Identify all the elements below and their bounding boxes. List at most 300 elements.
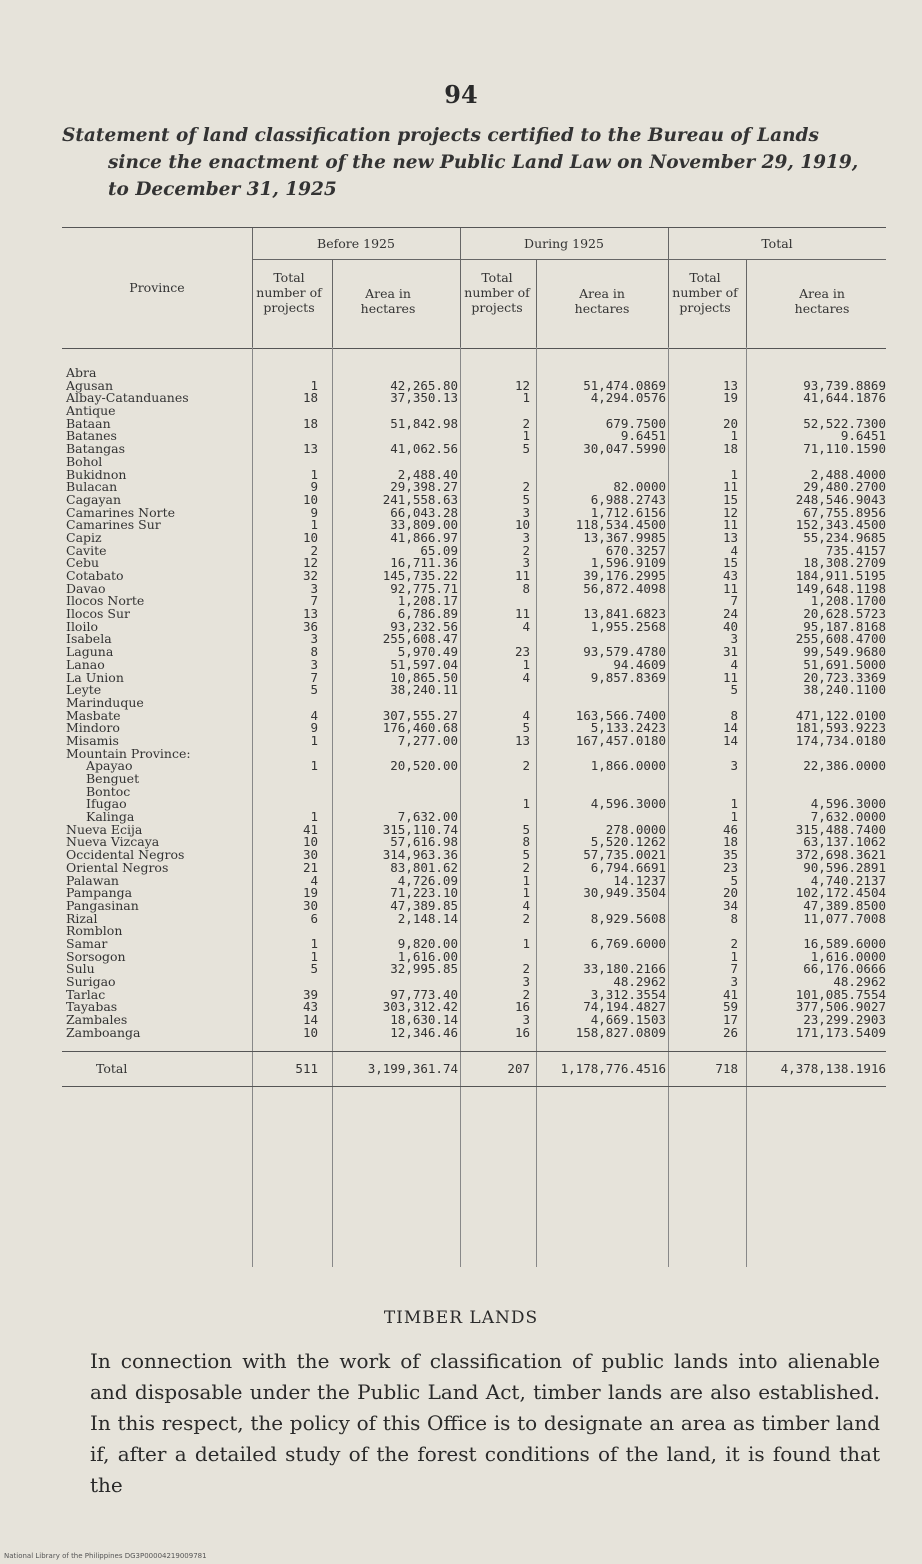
table-row — [62, 783, 886, 799]
table-cell: 21 — [302, 859, 318, 875]
table-cell: 11 — [722, 517, 738, 533]
table-cell: 41 — [302, 821, 318, 837]
table-cell: 1 — [730, 948, 738, 964]
table-cell: 47,389.8500 — [803, 897, 886, 913]
table-cell: 66,176.0666 — [803, 961, 886, 977]
table-cell: 14 — [722, 732, 738, 748]
table-cell: 7 — [730, 593, 738, 609]
province-name: Nueva Vizcaya — [66, 834, 160, 850]
table-cell: 9 — [310, 504, 318, 520]
table-cell: 8 — [522, 580, 530, 596]
province-name: Batanes — [66, 428, 117, 444]
table-cell: 5 — [522, 441, 530, 457]
table-row — [62, 694, 886, 710]
province-name: Rizal — [66, 910, 98, 926]
province-name: Abra — [66, 365, 97, 380]
table-cell: 97,773.40 — [390, 986, 458, 1002]
table-cell: 10 — [302, 529, 318, 545]
table-cell: 3 — [522, 1012, 530, 1028]
table-row — [62, 542, 886, 558]
table-cell: 42,265.80 — [390, 377, 458, 393]
table-cell: 13 — [514, 732, 530, 748]
table-cell: 51,691.5000 — [803, 656, 886, 672]
table-cell: 6,794.6691 — [590, 859, 666, 875]
table-cell: 19 — [302, 885, 318, 901]
table-cell: 5 — [310, 961, 318, 977]
table-cell: 37,350.13 — [390, 390, 458, 406]
table-cell: 11,077.7008 — [803, 910, 886, 926]
table-row — [62, 570, 886, 583]
table-row — [62, 948, 886, 964]
table-cell: 46 — [722, 821, 738, 837]
table-cell: 4 — [522, 618, 530, 634]
table-cell: 12,346.46 — [390, 1024, 458, 1040]
table-cell: 2,488.40 — [397, 466, 458, 482]
table-cell: 22,386.0000 — [803, 758, 886, 774]
table-cell: 23 — [722, 859, 738, 875]
province-name: Iloilo — [66, 618, 98, 634]
table-cell: 2 — [522, 542, 530, 558]
table-cell: 3,312.3554 — [590, 986, 666, 1002]
table-row — [62, 646, 886, 659]
table-cell: 43 — [302, 999, 318, 1015]
table-cell: 5,970.49 — [397, 644, 458, 660]
province-name: Mountain Province: — [66, 745, 191, 761]
table-cell: 3 — [522, 555, 530, 571]
province-name: Oriental Negros — [66, 859, 169, 875]
province-name: Bulacan — [66, 479, 118, 495]
page-number: 94 — [444, 80, 478, 109]
table-cell: 3 — [522, 529, 530, 545]
table-cell: 7,632.0000 — [810, 809, 886, 825]
header-divider — [332, 260, 333, 348]
table-cell: 13 — [302, 441, 318, 457]
table-row — [62, 618, 886, 634]
table-cell: 7 — [730, 961, 738, 977]
table-cell: 12 — [302, 555, 318, 571]
area-header-total: Area in hectares — [794, 286, 850, 316]
table-cell: 4 — [310, 707, 318, 723]
table-row — [62, 760, 886, 773]
table-row — [62, 811, 886, 824]
table-cell: 13 — [722, 529, 738, 545]
table-row — [62, 925, 886, 938]
header-divider — [460, 228, 461, 348]
table-cell: 20,520.00 — [390, 758, 458, 774]
table-cell: 3 — [310, 580, 318, 596]
table-cell: 1 — [522, 390, 530, 406]
table-cell: 18 — [722, 441, 738, 457]
table-cell: 13 — [302, 606, 318, 622]
province-name: Cotabato — [66, 568, 124, 583]
table-cell: 5 — [730, 872, 738, 888]
table-cell: 5 — [522, 847, 530, 863]
table-body — [62, 367, 886, 1039]
table-cell: 51,474.0869 — [583, 377, 666, 393]
province-name: Agusan — [66, 377, 113, 393]
table-cell: 4 — [730, 656, 738, 672]
table-cell: 5,520.1262 — [590, 834, 666, 850]
table-row — [62, 963, 886, 976]
table-cell: 4,740.2137 — [810, 872, 886, 888]
table-cell: 158,827.0809 — [575, 1024, 666, 1040]
table-cell: 56,872.4098 — [583, 580, 666, 596]
table-cell: 1,208.1700 — [810, 593, 886, 609]
area-header-during: Area in hectares — [574, 286, 630, 316]
table-cell: 102,172.4504 — [795, 885, 886, 901]
count-header-before: Total number of projects — [256, 270, 322, 315]
table-cell: 1 — [310, 935, 318, 951]
table-cell: 4,726.09 — [397, 872, 458, 888]
table-cell: 33,809.00 — [390, 517, 458, 533]
table-row — [62, 798, 886, 811]
table-cell: 74,194.4827 — [583, 999, 666, 1015]
table-cell: 4 — [730, 542, 738, 558]
table-cell: 31 — [722, 644, 738, 660]
table-cell: 13 — [722, 377, 738, 393]
table-cell: 9.6451 — [840, 428, 886, 444]
table-cell: 4,669.1503 — [590, 1012, 666, 1028]
table-cell: 176,460.68 — [382, 720, 458, 736]
province-name: Isabela — [66, 631, 112, 647]
table-cell: 43 — [722, 568, 738, 583]
table-cell: 1 — [310, 517, 318, 533]
table-cell: 9,857.8369 — [590, 669, 666, 685]
table-cell: 679.7500 — [605, 415, 666, 431]
province-name: Bukidnon — [66, 466, 127, 482]
table-row — [62, 481, 886, 494]
table-cell: 59 — [722, 999, 738, 1015]
table-row — [62, 986, 886, 1002]
table-cell: 92,775.71 — [390, 580, 458, 596]
table-cell: 377,506.9027 — [795, 999, 886, 1015]
table-cell: 8 — [522, 834, 530, 850]
title-line-1: Statement of land classification projects certified to the Bureau of Lands — [62, 125, 819, 146]
table-cell: 1 — [730, 466, 738, 482]
table-cell: 2,488.4000 — [810, 466, 886, 482]
province-name: Davao — [66, 580, 106, 596]
province-name: Sorsogon — [66, 948, 126, 964]
table-cell: 1 — [522, 796, 530, 812]
total-cell: 511 — [295, 1061, 318, 1077]
province-name: La Union — [66, 669, 124, 685]
province-name: Lanao — [66, 656, 105, 672]
table-row — [62, 722, 886, 735]
table-cell: 11 — [722, 669, 738, 685]
table-cell: 255,608.4700 — [795, 631, 886, 647]
table-row — [62, 453, 886, 469]
table-cell: 16 — [514, 999, 530, 1015]
table-cell: 66,043.28 — [390, 504, 458, 520]
table-cell: 670.3257 — [605, 542, 666, 558]
province-name: Nueva Ecija — [66, 821, 143, 837]
table-cell: 167,457.0180 — [575, 732, 666, 748]
table-cell: 2 — [522, 758, 530, 774]
table-cell: 16 — [514, 1024, 530, 1040]
table-cell: 101,085.7554 — [795, 986, 886, 1002]
title-line-2: since the enactment of the new Public Land Law on November 29, 1919, — [108, 152, 859, 173]
table-cell: 40 — [722, 618, 738, 634]
table-cell: 4 — [522, 669, 530, 685]
table-cell: 14.1237 — [613, 872, 666, 888]
table-cell: 95,187.8168 — [803, 618, 886, 634]
table-cell: 1 — [310, 466, 318, 482]
table-cell: 2 — [730, 935, 738, 951]
table-row — [62, 1014, 886, 1027]
province-name: Zambales — [66, 1012, 128, 1028]
table-cell: 20,628.5723 — [803, 606, 886, 622]
table-row — [62, 849, 886, 862]
table-cell: 3 — [730, 758, 738, 774]
table-cell: 11 — [514, 606, 530, 622]
table-cell: 1 — [522, 656, 530, 672]
province-name: Bataan — [66, 415, 111, 431]
table-cell: 29,398.27 — [390, 479, 458, 495]
table-cell: 34 — [722, 897, 738, 913]
table-row — [62, 976, 886, 989]
table-row — [62, 529, 886, 545]
table-row — [62, 745, 886, 761]
table-cell: 7,632.00 — [397, 809, 458, 825]
table-cell: 6 — [310, 910, 318, 926]
table-row — [62, 707, 886, 723]
table-row — [62, 405, 886, 418]
province-name: Palawan — [66, 872, 119, 888]
header-divider — [746, 260, 747, 348]
province-name: Surigao — [66, 974, 116, 989]
table-cell: 3 — [522, 974, 530, 989]
province-name: Ifugao — [86, 796, 127, 812]
table-row — [62, 519, 886, 532]
table-cell: 6,786.89 — [397, 606, 458, 622]
table-cell: 29,480.2700 — [803, 479, 886, 495]
footer-credit: National Library of the Philippines DG3P00004219009781 — [4, 1552, 207, 1560]
table-cell: 1 — [522, 935, 530, 951]
table-cell: 118,534.4500 — [575, 517, 666, 533]
table-cell: 3 — [730, 631, 738, 647]
table-cell: 83,801.62 — [390, 859, 458, 875]
table-cell: 2 — [522, 415, 530, 431]
land-classification-table — [62, 227, 886, 1087]
table-cell: 1 — [522, 428, 530, 444]
table-cell: 18 — [302, 415, 318, 431]
table-cell: 9,820.00 — [397, 935, 458, 951]
table-cell: 8 — [730, 707, 738, 723]
province-name: Ilocos Norte — [66, 593, 145, 609]
table-cell: 82.0000 — [613, 479, 666, 495]
table-cell: 2 — [522, 910, 530, 926]
table-cell: 65.09 — [420, 542, 458, 558]
province-name: Leyte — [66, 682, 102, 698]
table-cell: 1 — [522, 872, 530, 888]
table-cell: 1,616.00 — [397, 948, 458, 964]
table-row — [62, 443, 886, 456]
table-cell: 2 — [522, 961, 530, 977]
table-cell: 32 — [302, 568, 318, 583]
table-cell: 38,240.11 — [390, 682, 458, 698]
province-name: Pangasinan — [66, 897, 139, 913]
table-cell: 7,277.00 — [397, 732, 458, 748]
table-cell: 4 — [310, 872, 318, 888]
table-row — [62, 897, 886, 913]
total-cell: 207 — [507, 1061, 530, 1077]
table-cell: 48.2962 — [833, 974, 886, 989]
table-cell: 63,137.1062 — [803, 834, 886, 850]
table-row — [62, 580, 886, 596]
table-cell: 71,110.1590 — [803, 441, 886, 457]
province-name: Tarlac — [66, 986, 106, 1002]
table-cell: 1,616.0000 — [810, 948, 886, 964]
table-cell: 12 — [514, 377, 530, 393]
table-cell: 8 — [310, 644, 318, 660]
table-row — [62, 887, 886, 900]
table-row — [62, 595, 886, 608]
table-cell: 1 — [310, 732, 318, 748]
table-cell: 314,963.36 — [382, 847, 458, 863]
count-header-during: Total number of projects — [464, 270, 530, 315]
province-name: Benguet — [86, 771, 140, 786]
table-cell: 2 — [310, 542, 318, 558]
total-cell: 4,378,138.1916 — [780, 1061, 886, 1077]
table-cell: 163,566.7400 — [575, 707, 666, 723]
table-cell: 4,294.0576 — [590, 390, 666, 406]
table-row — [62, 392, 886, 405]
body-paragraph: In connection with the work of classification of public lands into alienable and disposable under the Public Land Act, timber lands are also established. In this respect, the policy of this Office is to designate an area as timber land if, after a detailed study of the forest conditions of the land, it is found that the — [90, 1349, 880, 1497]
table-cell: 23,299.2903 — [803, 1012, 886, 1028]
province-name: Bohol — [66, 453, 103, 469]
header-divider — [536, 260, 537, 348]
table-cell: 1 — [730, 796, 738, 812]
table-row — [62, 684, 886, 697]
table-cell: 307,555.27 — [382, 707, 458, 723]
province-name: Camarines Norte — [66, 504, 175, 520]
table-cell: 30,047.5990 — [583, 441, 666, 457]
table-cell: 93,232.56 — [390, 618, 458, 634]
table-cell: 39 — [302, 986, 318, 1002]
province-name: Ilocos Sur — [66, 606, 130, 622]
province-name: Capiz — [66, 529, 102, 545]
table-cell: 57,735.0021 — [583, 847, 666, 863]
table-cell: 315,488.7400 — [795, 821, 886, 837]
table-cell: 2 — [522, 479, 530, 495]
table-cell: 1 — [310, 809, 318, 825]
table-row — [62, 491, 886, 507]
province-name: Laguna — [66, 644, 114, 660]
table-cell: 372,698.3621 — [795, 847, 886, 863]
province-name: Marinduque — [66, 694, 144, 710]
total-label: Total — [96, 1061, 128, 1077]
table-cell: 5 — [522, 491, 530, 507]
table-cell: 15 — [722, 555, 738, 571]
table-cell: 33,180.2166 — [583, 961, 666, 977]
table-cell: 26 — [722, 1024, 738, 1040]
table-cell: 55,234.9685 — [803, 529, 886, 545]
table-row — [62, 821, 886, 837]
table-cell: 9 — [310, 479, 318, 495]
table-cell: 41,062.56 — [390, 441, 458, 457]
table-cell: 278.0000 — [605, 821, 666, 837]
table-row — [62, 910, 886, 926]
before-1925-header: Before 1925 — [317, 236, 395, 251]
table-cell: 152,343.4500 — [795, 517, 886, 533]
table-cell: 93,739.8869 — [803, 377, 886, 393]
table-cell: 12 — [722, 504, 738, 520]
table-cell: 2,148.14 — [397, 910, 458, 926]
table-cell: 5 — [730, 682, 738, 698]
table-row — [62, 466, 886, 482]
table-cell: 1 — [522, 885, 530, 901]
table-cell: 13,841.6823 — [583, 606, 666, 622]
table-cell: 24 — [722, 606, 738, 622]
table-row — [62, 367, 886, 380]
table-cell: 4,596.3000 — [810, 796, 886, 812]
table-cell: 4,596.3000 — [590, 796, 666, 812]
province-name: Bontoc — [86, 783, 131, 799]
table-cell: 9.6451 — [620, 428, 666, 444]
header-divider — [668, 228, 669, 348]
table-cell: 36 — [302, 618, 318, 634]
table-row — [62, 859, 886, 875]
table-cell: 14 — [722, 720, 738, 736]
table-cell: 10 — [514, 517, 530, 533]
province-name: Masbate — [66, 707, 121, 723]
header-rule — [252, 259, 886, 260]
table-cell: 5,133.2423 — [590, 720, 666, 736]
table-cell: 184,911.5195 — [795, 568, 886, 583]
table-cell: 4 — [522, 707, 530, 723]
province-name: Misamis — [66, 732, 119, 748]
table-cell: 3 — [310, 656, 318, 672]
table-cell: 35 — [722, 847, 738, 863]
table-cell: 6,769.6000 — [590, 935, 666, 951]
table-row — [62, 669, 886, 685]
table-cell: 51,842.98 — [390, 415, 458, 431]
table-cell: 20 — [722, 885, 738, 901]
table-cell: 1,208.17 — [397, 593, 458, 609]
table-cell: 241,558.63 — [382, 491, 458, 507]
count-header-total: Total number of projects — [672, 270, 738, 315]
table-cell: 471,122.0100 — [795, 707, 886, 723]
table-cell: 20 — [722, 415, 738, 431]
table-cell: 10,865.50 — [390, 669, 458, 685]
table-cell: 3 — [310, 631, 318, 647]
table-cell: 303,312.42 — [382, 999, 458, 1015]
province-name: Mindoro — [66, 720, 120, 736]
table-row — [62, 1001, 886, 1014]
table-row — [62, 430, 886, 443]
province-header: Province — [129, 280, 185, 295]
province-name: Zamboanga — [66, 1024, 141, 1040]
table-cell: 1,596.9109 — [590, 555, 666, 571]
province-name: Occidental Negros — [66, 847, 185, 863]
province-name: Tayabas — [66, 999, 118, 1015]
province-name: Apayao — [86, 758, 133, 774]
province-name: Cagayan — [66, 491, 122, 507]
title-line-3: to December 31, 1925 — [108, 179, 337, 200]
province-name: Sulu — [66, 961, 95, 977]
table-cell: 10 — [302, 834, 318, 850]
table-cell: 4 — [522, 897, 530, 913]
table-cell: 93,579.4780 — [583, 644, 666, 660]
table-cell: 52,522.7300 — [803, 415, 886, 431]
table-cell: 8 — [730, 910, 738, 926]
table-cell: 10 — [302, 1024, 318, 1040]
table-row — [62, 608, 886, 621]
table-cell: 23 — [514, 644, 530, 660]
province-name: Kalinga — [86, 809, 135, 825]
table-cell: 51,597.04 — [390, 656, 458, 672]
table-header — [62, 227, 886, 349]
